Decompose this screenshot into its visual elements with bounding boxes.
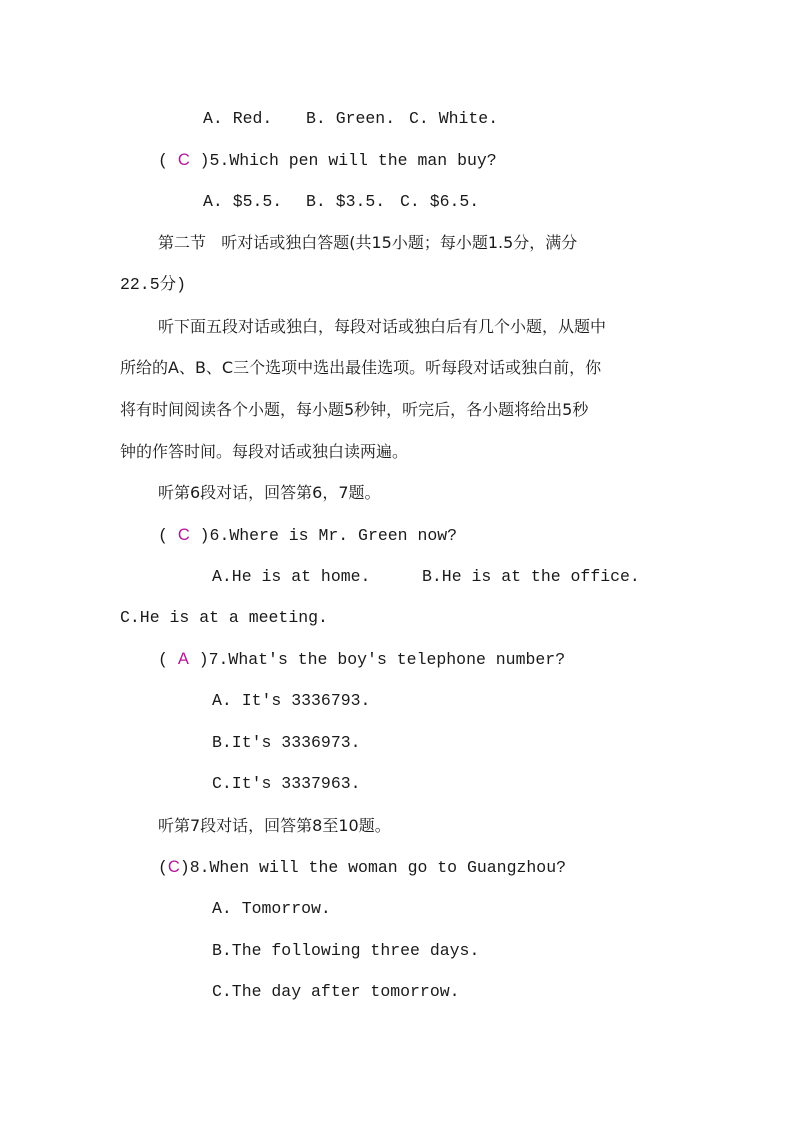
q5-answer: C [177,151,190,169]
question-7 [158,648,565,671]
q8-option-a: A. Tomorrow. [212,899,331,918]
q8-text: )8.When will the woman go to Guangzhou? [179,858,566,877]
q7-option-b: B.It's 3336973. [212,733,361,752]
q6-text: )6.Where is Mr. Green now? [189,526,458,545]
instructions-line-1: 听下面五段对话或独白，每段对话或独白后有几个小题，从题中 [158,317,607,336]
q5-text: )5.Which pen will the man buy? [189,151,497,170]
q7-open-paren: ( [158,650,178,669]
question-8 [158,856,566,879]
q7-text: )7.What's the boy's telephone number? [188,650,566,669]
q7-option-c: C.It's 3337963. [212,774,361,793]
q6-answer: C [177,526,190,544]
instructions-line-3: 将有时间阅读各个小题，每小题5秒钟，听完后，各小题将给出5秒 [120,400,589,419]
q4-option-c: C. White. [409,109,499,128]
dialog-7-intro: 听第7段对话，回答第8至10题。 [158,816,391,835]
section-heading-cont: 22.5分) [120,275,187,294]
q4-option-a: A. Red. [203,109,273,128]
q6-option-c: C.He is at a meeting. [120,608,328,627]
question-6 [158,524,457,547]
q6-option-b: B.He is at the office. [422,567,640,586]
q7-answer: A [177,650,189,668]
q4-option-b: B. Green. [306,109,396,128]
section-heading: 第二节 听对话或独白答题(共15小题；每小题1.5分，满分 [158,233,578,252]
q5-option-a: A. $5.5. [203,192,283,211]
instructions-line-4: 钟的作答时间。每段对话或独白读两遍。 [120,442,409,461]
q8-option-b: B.The following three days. [212,941,480,960]
q6-option-a: A.He is at home. [212,567,371,586]
q8-answer: C [167,858,180,876]
question-5 [158,149,497,172]
q7-option-a: A. It's 3336793. [212,691,371,710]
q5-open-paren: ( [158,151,178,170]
q8-open-paren: ( [158,858,168,877]
dialog-6-intro: 听第6段对话，回答第6，7题。 [158,483,381,502]
instructions-line-2: 所给的A、B、C三个选项中选出最佳选项。听每段对话或独白前，你 [120,358,602,377]
q6-open-paren: ( [158,526,178,545]
q8-option-c: C.The day after tomorrow. [212,982,460,1001]
q5-option-c: C. $6.5. [400,192,480,211]
q5-option-b: B. $3.5. [306,192,386,211]
